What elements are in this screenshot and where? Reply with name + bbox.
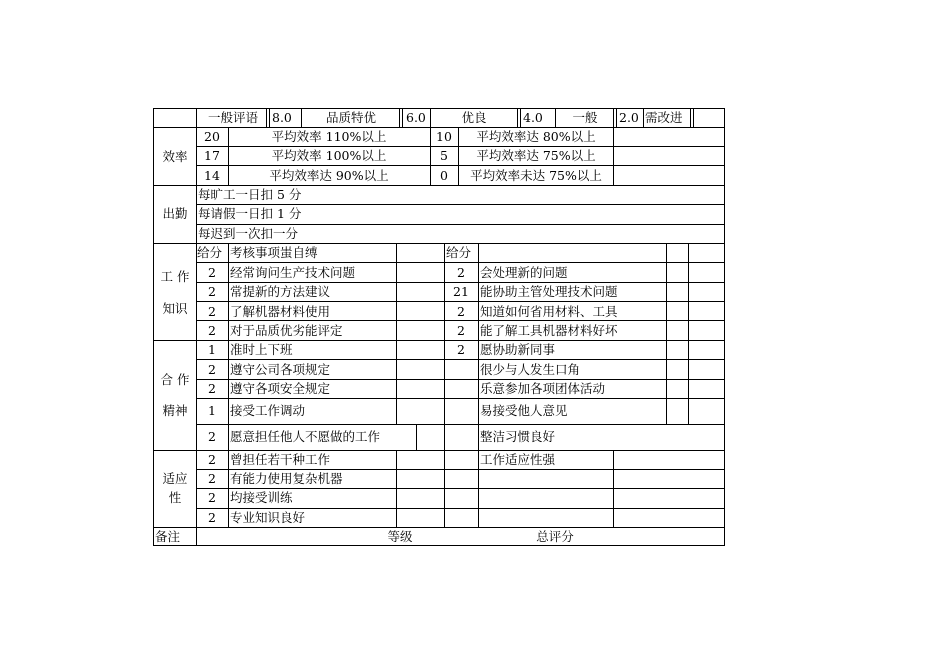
grid-line [153, 450, 725, 451]
knowledge-item-b: 能协助主管处理技术问题 [480, 284, 618, 299]
attendance-rule: 每请假一日扣 1 分 [198, 206, 302, 221]
header-special-label: 品质特优 [325, 110, 376, 125]
efficiency-desc-b: 平均效率达 80%以上 [476, 129, 596, 144]
header-value-6: 6.0 [406, 110, 426, 125]
grid-line [153, 340, 725, 341]
grid-line [616, 108, 617, 127]
efficiency-score-b: 10 [436, 129, 452, 144]
grid-line [444, 450, 445, 527]
grid-line [416, 424, 417, 450]
knowledge-score-a: 2 [208, 265, 216, 280]
adaptability-label-1: 适应 [162, 471, 188, 486]
grid-line [196, 224, 725, 225]
adaptability-score-a: 2 [208, 490, 216, 505]
knowledge-score-b: 21 [453, 284, 469, 299]
attendance-label: 出勤 [162, 206, 188, 221]
efficiency-score-a: 20 [204, 129, 220, 144]
efficiency-score-a: 14 [204, 168, 220, 183]
grid-line [196, 146, 725, 147]
header-normal-label: 一般 [572, 110, 598, 125]
knowledge-label-1: 工 作 [160, 269, 190, 284]
teamwork-item-b: 乐意参加各项团体活动 [480, 381, 606, 396]
remark-label: 备注 [155, 529, 181, 544]
grid-line [517, 108, 518, 127]
grid-line [196, 424, 725, 425]
grid-line [228, 127, 229, 185]
grid-line [613, 450, 614, 527]
knowledge-score-a: 2 [208, 304, 216, 319]
grid-line [399, 108, 400, 127]
adaptability-item-b: 工作适应性强 [480, 452, 556, 467]
efficiency-desc-a: 平均效率达 90%以上 [269, 168, 389, 183]
knowledge-item-b: 知道如何省用材料、工具 [480, 304, 618, 319]
grid-line [196, 320, 725, 321]
knowledge-item-b: 能了解工具机器材料好坏 [480, 323, 618, 338]
teamwork-score-a: 1 [208, 403, 216, 418]
grid-line [402, 108, 403, 127]
grid-line [430, 108, 431, 127]
knowledge-item-b: 会处理新的问题 [480, 265, 568, 280]
header-value-8: 8.0 [272, 110, 292, 125]
grid-line [196, 262, 725, 263]
teamwork-item-b: 很少与人发生口角 [480, 362, 581, 377]
grid-line [196, 108, 197, 546]
adaptability-item-a: 专业知识良好 [230, 510, 306, 525]
grid-line [444, 424, 445, 450]
adaptability-score-a: 2 [208, 452, 216, 467]
teamwork-item-b: 易接受他人意见 [480, 403, 568, 418]
adaptability-item-a: 有能力使用复杂机器 [230, 471, 343, 486]
grid-line [228, 450, 229, 527]
grid-line [613, 108, 614, 127]
knowledge-score-b: 2 [457, 304, 465, 319]
grid-line [643, 108, 644, 127]
teamwork-score-a: 2 [208, 429, 216, 444]
grid-line [266, 108, 267, 127]
grid-line [196, 469, 725, 470]
grid-line [690, 108, 691, 127]
grid-line [228, 243, 229, 424]
knowledge-item-a: 常提新的方法建议 [230, 284, 331, 299]
grid-line [520, 108, 521, 127]
teamwork-label-1: 合 作 [160, 372, 190, 387]
total-score-label: 总评分 [536, 529, 574, 544]
grid-line [269, 108, 270, 127]
knowledge-score-b: 2 [457, 265, 465, 280]
teamwork-item-a: 愿意担任他人不愿做的工作 [230, 429, 381, 444]
header-value-4: 4.0 [523, 110, 543, 125]
efficiency-desc-a: 平均效率 110%以上 [271, 129, 387, 144]
efficiency-label: 效率 [162, 149, 188, 164]
header-good-label: 优良 [461, 110, 487, 125]
grid-line [430, 127, 431, 185]
grid-line [666, 243, 667, 424]
header-general-label: 一般评语 [207, 110, 258, 125]
teamwork-item-b: 愿协助新同事 [480, 342, 556, 357]
efficiency-score-b: 5 [440, 148, 448, 163]
grid-line [196, 301, 725, 302]
teamwork-score-a: 2 [208, 381, 216, 396]
efficiency-score-a: 17 [204, 148, 220, 163]
adaptability-score-a: 2 [208, 471, 216, 486]
grid-line [153, 527, 725, 528]
grid-line [478, 450, 479, 527]
knowledge-head-score-b: 给分 [446, 245, 472, 260]
knowledge-head-item: 考核事项蚩自缚 [230, 245, 318, 260]
knowledge-label-2: 知识 [162, 301, 188, 316]
grade-label: 等级 [387, 529, 413, 544]
grid-line [688, 243, 689, 424]
knowledge-head-score: 给分 [197, 245, 223, 260]
knowledge-item-a: 经常询问生产技术问题 [230, 265, 356, 280]
efficiency-desc-b: 平均效率未达 75%以上 [470, 168, 602, 183]
grid-line [196, 398, 725, 399]
header-value-2: 2.0 [619, 110, 639, 125]
teamwork-score-a: 1 [208, 342, 216, 357]
grid-line [196, 282, 725, 283]
efficiency-desc-a: 平均效率 100%以上 [271, 148, 387, 163]
adaptability-item-a: 曾担任若干种工作 [230, 452, 331, 467]
knowledge-score-a: 2 [208, 284, 216, 299]
grid-line [396, 450, 397, 527]
grid-line [458, 127, 459, 185]
grid-line [478, 424, 479, 450]
grid-line [196, 488, 725, 489]
teamwork-item-a: 遵守公司各项规定 [230, 362, 331, 377]
grid-line [478, 243, 479, 424]
grid-line [613, 127, 614, 185]
grid-line [153, 185, 725, 186]
header-improve-label: 需改进 [645, 110, 683, 125]
grid-line [396, 243, 397, 424]
efficiency-desc-b: 平均效率达 75%以上 [476, 148, 596, 163]
grid-line [444, 243, 445, 424]
grid-line [196, 204, 725, 205]
knowledge-score-a: 2 [208, 323, 216, 338]
teamwork-score-a: 2 [208, 362, 216, 377]
grid-line [301, 108, 302, 127]
teamwork-item-a: 遵守各项安全规定 [230, 381, 331, 396]
grid-line [196, 165, 725, 166]
adaptability-score-a: 2 [208, 510, 216, 525]
teamwork-label-2: 精神 [162, 403, 188, 418]
grid-line [196, 508, 725, 509]
teamwork-score-b: 2 [457, 342, 465, 357]
teamwork-item-a: 接受工作调动 [230, 403, 306, 418]
teamwork-item-b: 整洁习惯良好 [480, 429, 556, 444]
knowledge-score-b: 2 [457, 323, 465, 338]
grid-line [228, 424, 229, 450]
grid-line [196, 359, 725, 360]
grid-line [153, 243, 725, 244]
grid-line [693, 108, 694, 127]
knowledge-item-a: 了解机器材料使用 [230, 304, 331, 319]
knowledge-item-a: 对于品质优劣能评定 [230, 323, 343, 338]
efficiency-score-b: 0 [440, 168, 448, 183]
attendance-rule: 每旷工一日扣 5 分 [198, 187, 302, 202]
attendance-rule: 每迟到一次扣一分 [198, 226, 299, 241]
adaptability-label-2: 性 [168, 490, 182, 505]
adaptability-item-a: 均接受训练 [230, 490, 293, 505]
grid-line [153, 127, 725, 128]
grid-line [196, 379, 725, 380]
grid-line [555, 108, 556, 127]
teamwork-item-a: 准时上下班 [230, 342, 293, 357]
